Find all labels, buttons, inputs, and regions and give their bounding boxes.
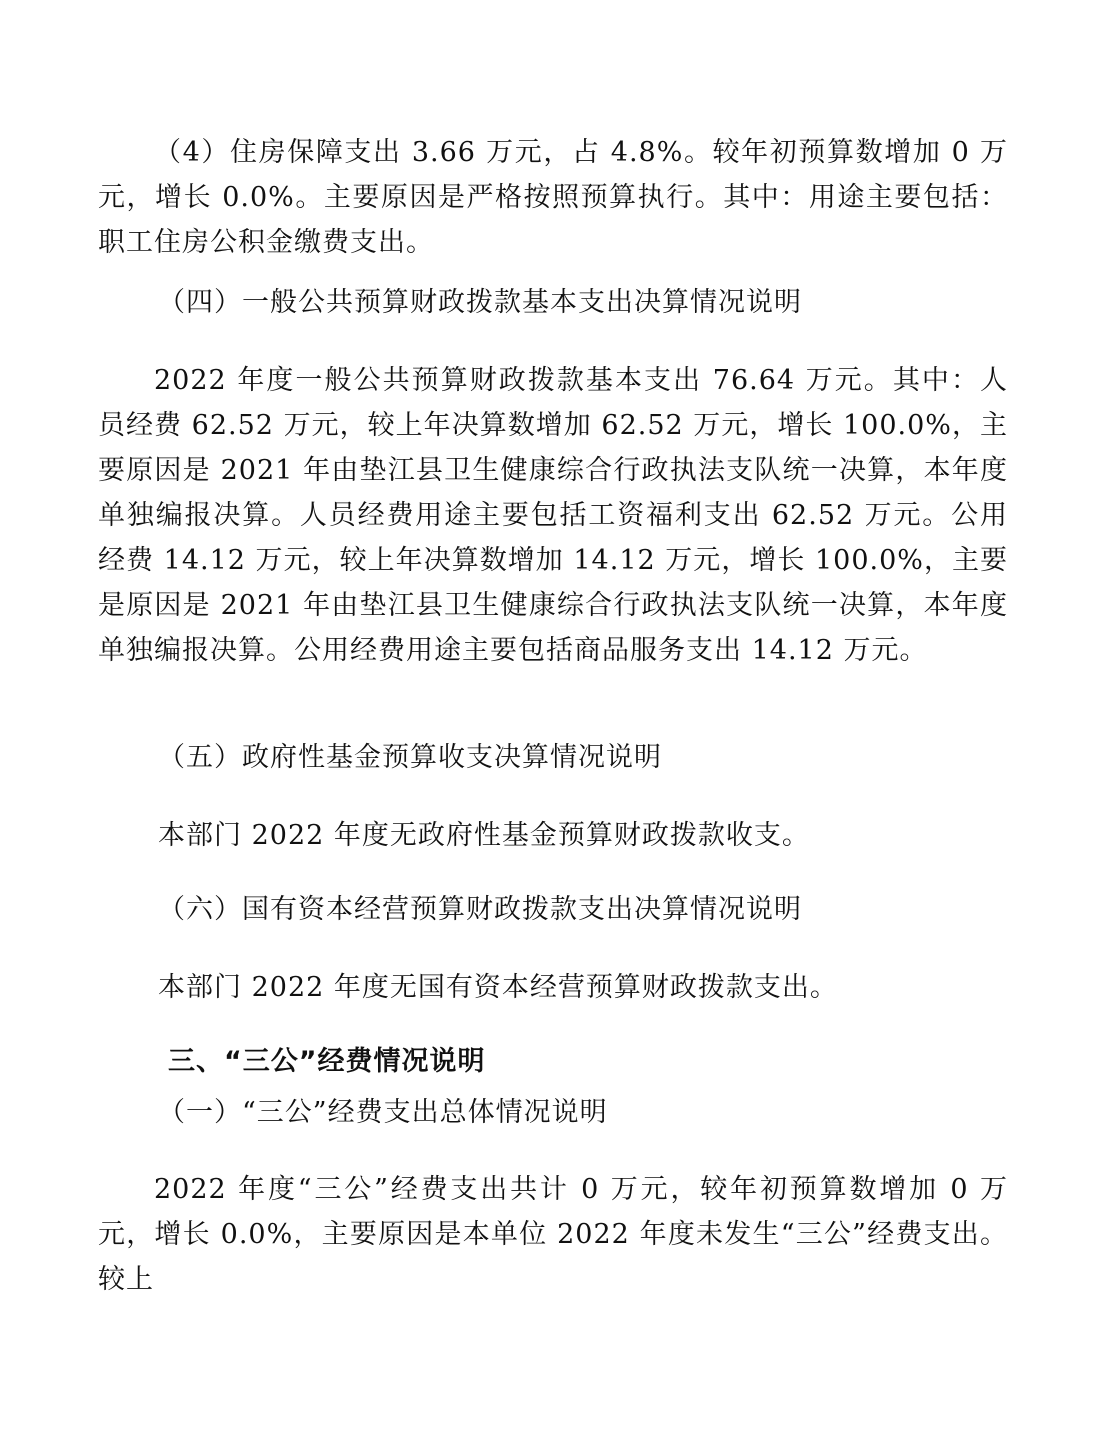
section-title-three-public: 三、“三公”经费情况说明: [168, 1046, 486, 1077]
paragraph-state-capital: 本部门 2022 年度无国有资本经营预算财政拨款支出。: [158, 972, 838, 1003]
heading-basic-expenditure: （四）一般公共预算财政拨款基本支出决算情况说明: [158, 287, 802, 318]
heading-government-fund: （五）政府性基金预算收支决算情况说明: [158, 742, 662, 773]
paragraph-three-public-overall: 2022 年度“三公”经费支出共计 0 万元，较年初预算数增加 0 万元，增长 0.0%，主要原因是本单位 2022 年度未发生“三公”经费支出。较上: [98, 1174, 1008, 1295]
paragraph-government-fund: 本部门 2022 年度无政府性基金预算财政拨款收支。: [158, 820, 810, 851]
heading-three-public-overall: （一）“三公”经费支出总体情况说明: [158, 1097, 608, 1128]
paragraph-basic-expenditure: 2022 年度一般公共预算财政拨款基本支出 76.64 万元。其中：人员经费 62.52 万元，较上年决算数增加 62.52 万元，增长 100.0%，主要原因是 2021 年由垫江县卫生健康综合行政执法支队统一决算，本年度单独编报决算。人员经费用途主要包括工资福利支出 62.52 万元。公用经费 14.12 万元，较上年决算数增加 14.12 万元，增长 100.0%，主要是原因是 2021 年由垫江县卫生健康综合行政执法支队统一决算，本年度单独编报决算。公用经费用途主要包括商品服务支出 14.12 万元。: [98, 365, 1008, 666]
paragraph-housing-expenditure: （4）住房保障支出 3.66 万元，占 4.8%。较年初预算数增加 0 万元，增长 0.0%。主要原因是严格按照预算执行。其中：用途主要包括：职工住房公积金缴费支出。: [98, 137, 1008, 258]
heading-state-capital: （六）国有资本经营预算财政拨款支出决算情况说明: [158, 894, 802, 925]
